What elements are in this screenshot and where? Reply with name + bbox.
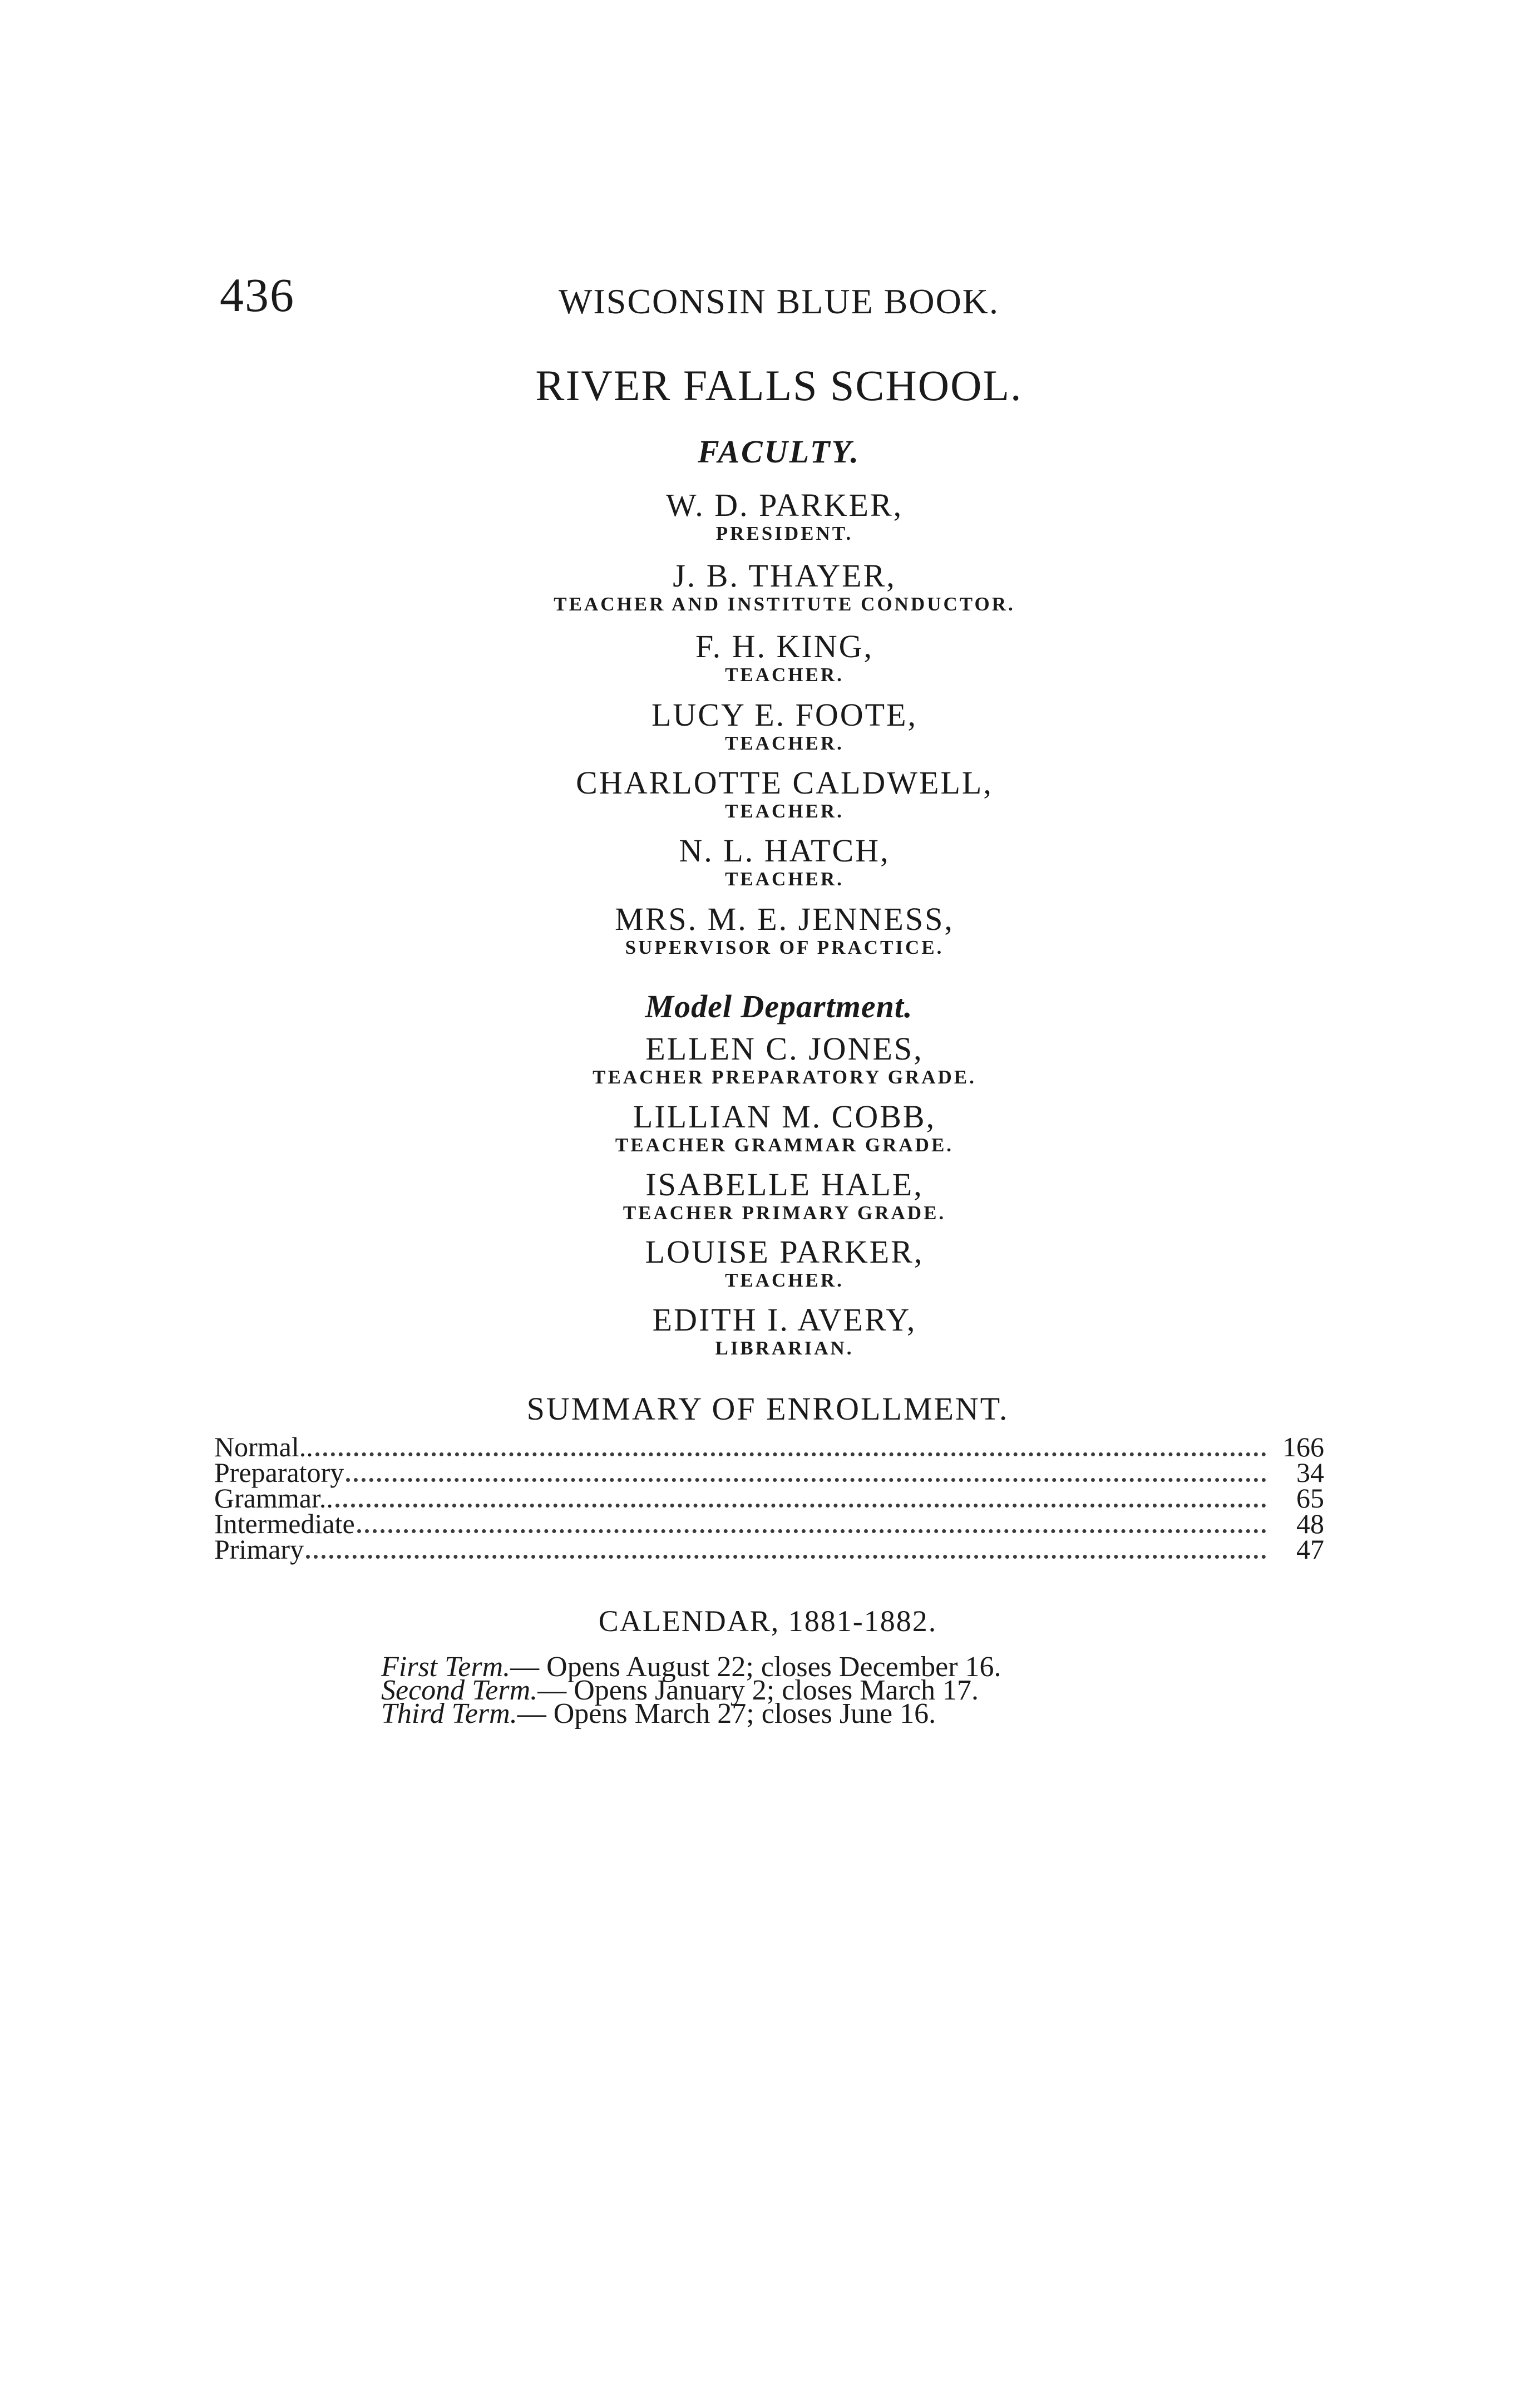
- term-name: Third Term.: [381, 1698, 517, 1730]
- member-role: TEACHER GRAMMAR GRADE.: [615, 1134, 954, 1156]
- faculty-member: [423, 558, 1146, 615]
- dot-leader: [335, 1504, 1266, 1508]
- member-name: ISABELLE HALE,: [645, 1166, 924, 1203]
- enrollment-label: Intermediate: [214, 1508, 355, 1539]
- member-role: TEACHER AND INSTITUTE CONDUCTOR.: [554, 593, 1015, 615]
- member-role: PRESIDENT.: [715, 523, 853, 544]
- term-dates: — Opens January 2; closes March 17.: [537, 1674, 979, 1706]
- term-dates: — Opens August 22; closes December 16.: [510, 1651, 1001, 1683]
- section-title: RIVER FALLS SCHOOL.: [535, 361, 1023, 410]
- dot-leader: [306, 1555, 1266, 1559]
- member-role: TEACHER.: [725, 732, 844, 754]
- member-name: CHARLOTTE CALDWELL,: [576, 765, 993, 801]
- enrollment-count: 166: [1282, 1431, 1324, 1462]
- faculty-member: [423, 487, 1146, 544]
- enrollment-table: [214, 1431, 1324, 1565]
- faculty-member: [423, 1302, 1146, 1359]
- term-dates: — Opens March 27; closes June 16.: [517, 1698, 936, 1730]
- member-name: J. B. THAYER,: [673, 558, 896, 594]
- enrollment-row: [214, 1431, 1324, 1462]
- enrollment-heading: SUMMARY OF ENROLLMENT.: [526, 1391, 1009, 1427]
- member-name: MRS. M. E. JENNESS,: [615, 901, 954, 937]
- enrollment-count: 65: [1296, 1482, 1324, 1514]
- member-name: F. H. KING,: [695, 628, 873, 664]
- member-role: TEACHER PRIMARY GRADE.: [623, 1202, 946, 1224]
- model-department-heading: Model Department.: [645, 988, 913, 1024]
- faculty-member: [423, 1167, 1146, 1224]
- calendar-heading: CALENDAR, 1881-1882.: [598, 1604, 937, 1638]
- enrollment-count: 48: [1296, 1508, 1324, 1539]
- term-line: [381, 1698, 1216, 1730]
- member-name: LILLIAN M. COBB,: [633, 1098, 936, 1135]
- running-head: WISCONSIN BLUE BOOK.: [559, 282, 999, 321]
- enrollment-label: Primary: [214, 1534, 304, 1565]
- member-name: LOUISE PARKER,: [645, 1234, 924, 1270]
- member-role: TEACHER.: [725, 664, 844, 686]
- member-name: N. L. HATCH,: [679, 832, 890, 869]
- faculty-member: [423, 1031, 1146, 1088]
- member-role: SUPERVISOR OF PRACTICE.: [625, 937, 944, 958]
- faculty-member: [423, 902, 1146, 958]
- member-role: TEACHER PREPARATORY GRADE.: [593, 1066, 976, 1088]
- member-name: W. D. PARKER,: [665, 487, 904, 523]
- enrollment-row: [214, 1457, 1324, 1488]
- enrollment-count: 47: [1296, 1534, 1324, 1565]
- dot-leader: [357, 1529, 1266, 1533]
- enrollment-row: [214, 1482, 1324, 1514]
- calendar-terms: [381, 1651, 1216, 1730]
- term-name: Second Term.: [381, 1674, 538, 1706]
- member-name: EDITH I. AVERY,: [652, 1302, 917, 1338]
- dot-leader: [315, 1452, 1266, 1456]
- enrollment-label: Normal..: [214, 1431, 313, 1462]
- faculty-heading: FACULTY.: [697, 433, 861, 470]
- enrollment-count: 34: [1296, 1457, 1324, 1488]
- enrollment-row: [214, 1508, 1324, 1539]
- faculty-member: [423, 765, 1146, 822]
- enrollment-row: [214, 1534, 1324, 1565]
- member-name: LUCY E. FOOTE,: [651, 697, 918, 733]
- term-name: First Term.: [381, 1651, 511, 1683]
- faculty-member: [423, 1234, 1146, 1291]
- member-role: TEACHER.: [725, 800, 844, 822]
- faculty-member: [423, 833, 1146, 890]
- dot-leader: [346, 1478, 1266, 1482]
- faculty-member: [423, 629, 1146, 686]
- enrollment-label: Grammar..: [214, 1482, 333, 1514]
- member-role: LIBRARIAN.: [715, 1337, 854, 1359]
- page-number: 436: [220, 268, 295, 322]
- member-role: TEACHER.: [725, 1269, 844, 1291]
- member-role: TEACHER.: [725, 868, 844, 890]
- faculty-member: [423, 1099, 1146, 1156]
- faculty-member: [423, 697, 1146, 754]
- enrollment-label: Preparatory: [214, 1457, 344, 1488]
- member-name: ELLEN C. JONES,: [645, 1031, 924, 1067]
